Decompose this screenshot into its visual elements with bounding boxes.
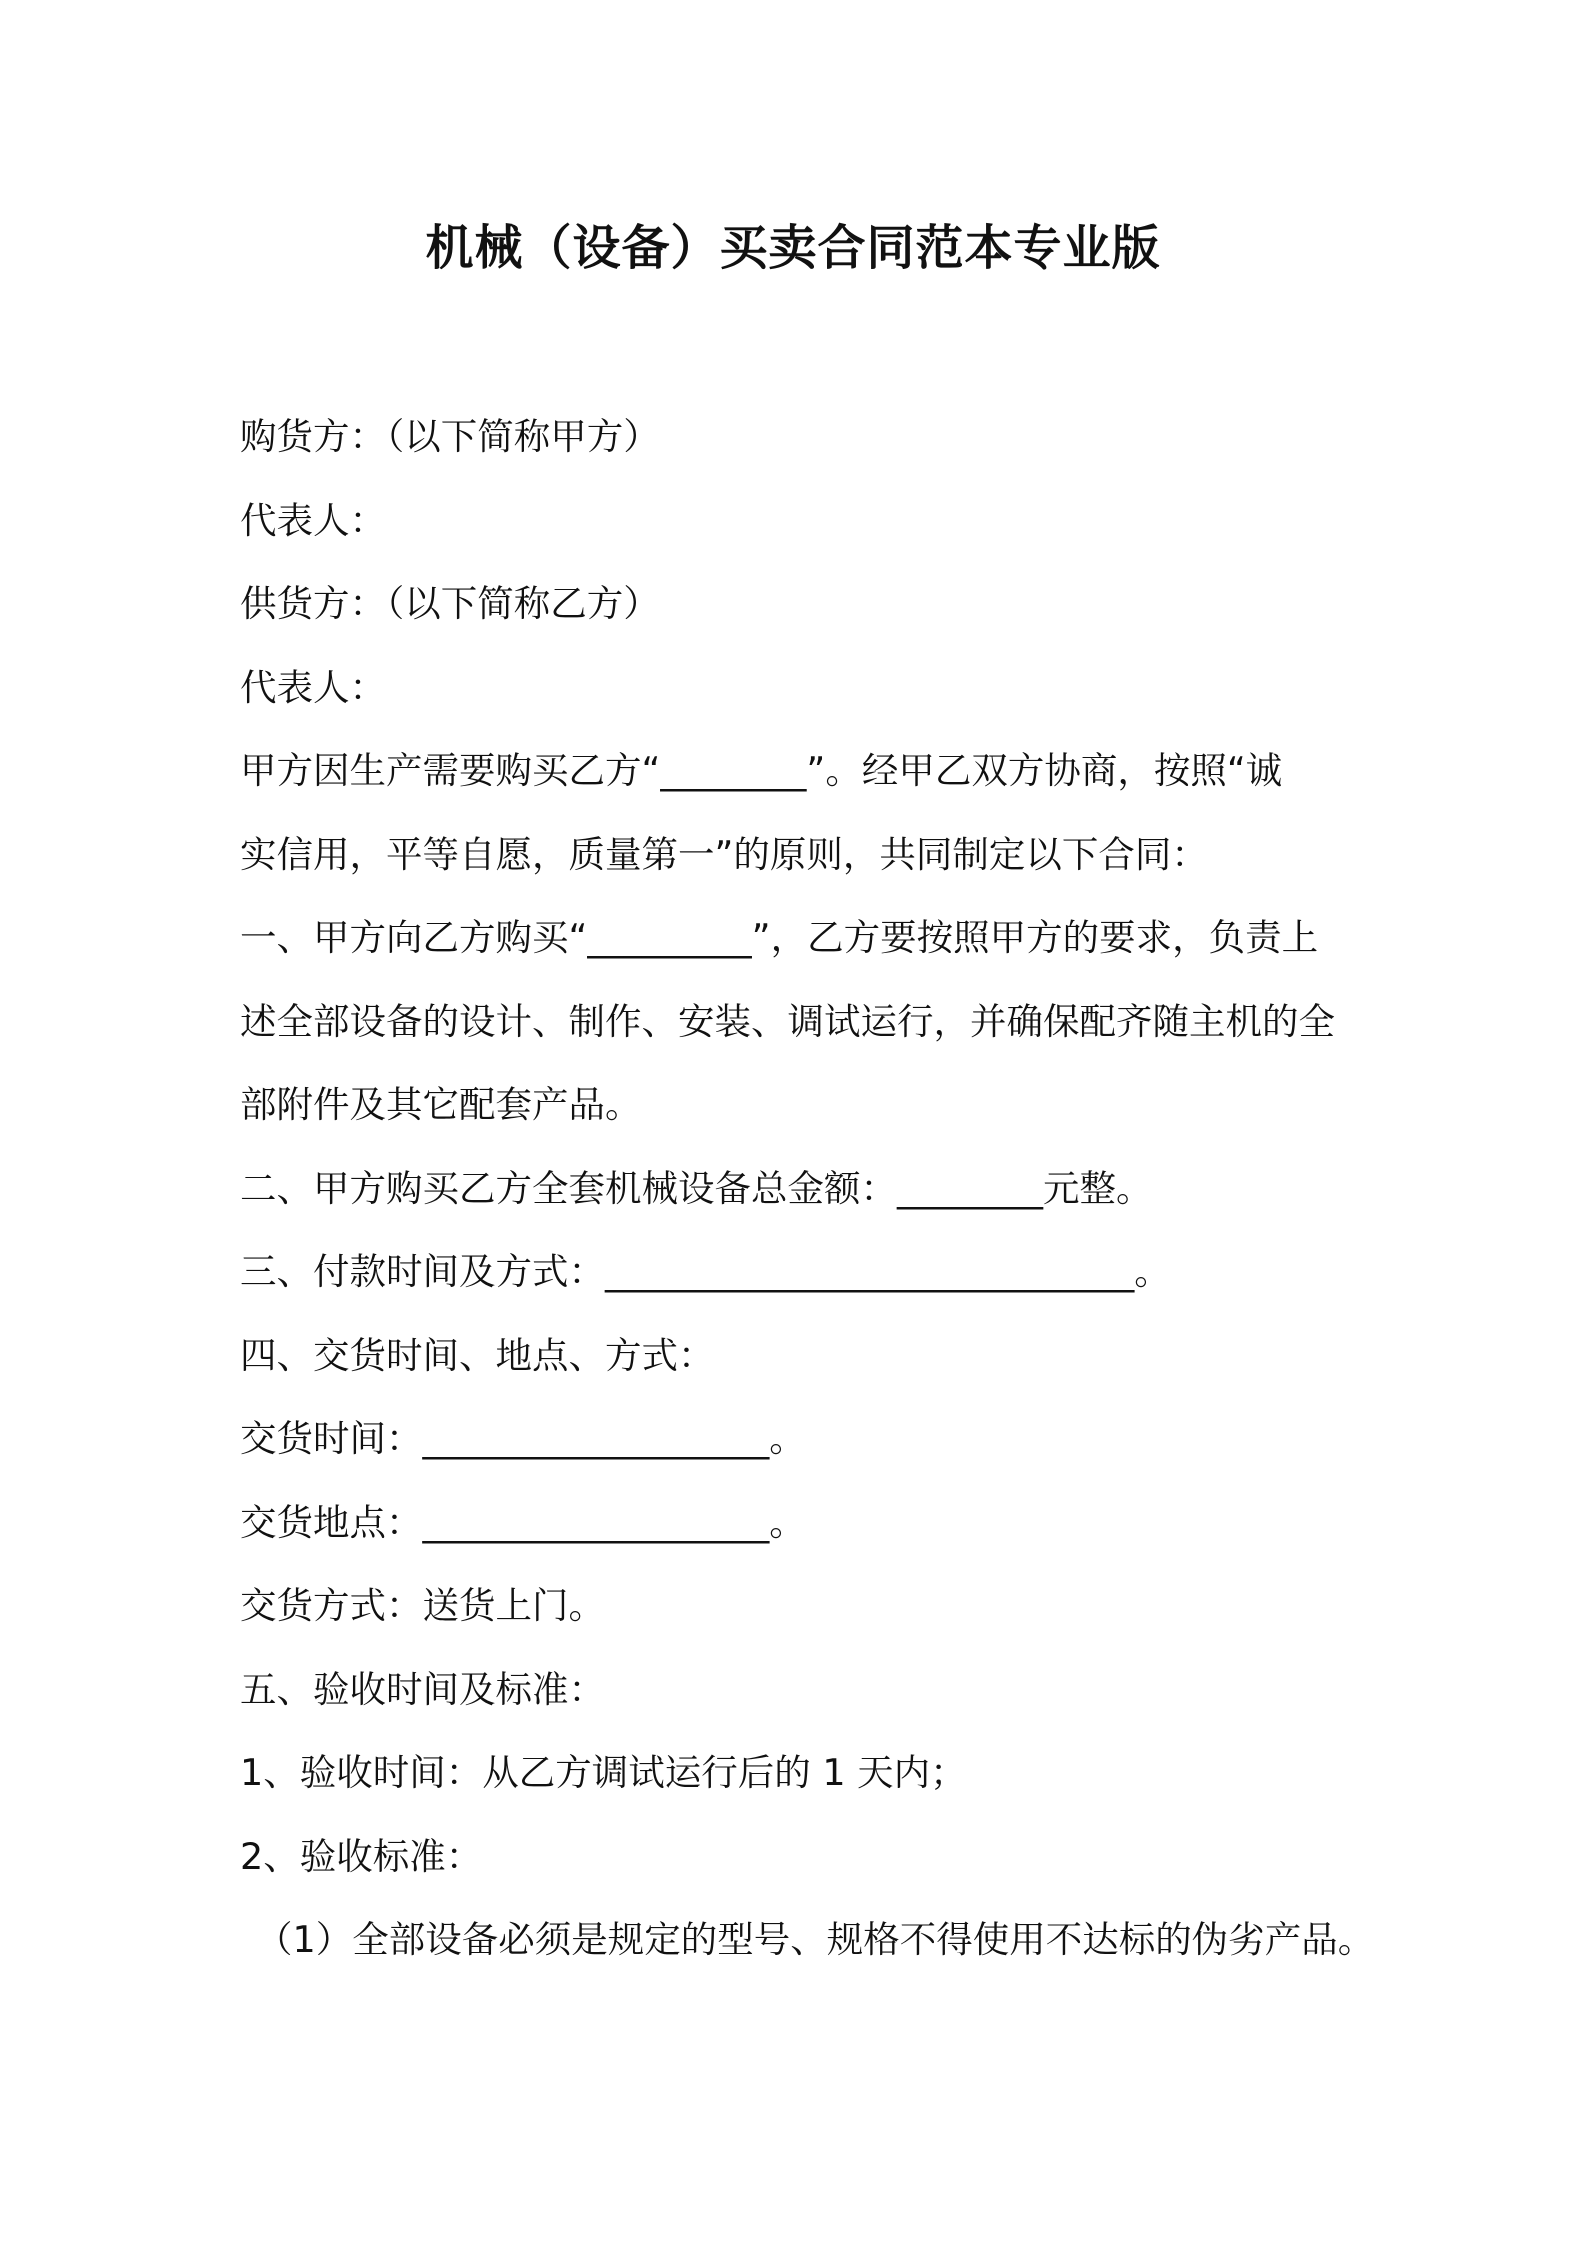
clause-5-heading: 五、验收时间及标准： — [240, 1667, 605, 1711]
clause-1-line-1: 一、甲方向乙方购买“_________”，乙方要按照甲方的要求，负责上 — [240, 916, 1319, 959]
clause-4-heading: 四、交货时间、地点、方式： — [240, 1333, 715, 1377]
preamble-line-1: 甲方因生产需要购买乙方“________”。经甲乙双方协商，按照“诚 — [240, 749, 1283, 792]
acceptance-standard-item-1: （1）全部设备必须是规定的型号、规格不得使用不达标的伪劣产品。 — [256, 1918, 1375, 1961]
delivery-method-line: 交货方式：送货上门。 — [240, 1584, 605, 1627]
delivery-place-line: 交货地点：___________________。 — [240, 1500, 806, 1544]
preamble-line-2: 实信用，平等自愿，质量第一”的原则，共同制定以下合同： — [240, 832, 1208, 876]
acceptance-time-line: 1、验收时间：从乙方调试运行后的 1 天内； — [240, 1751, 967, 1794]
clause-1-line-2: 述全部设备的设计、制作、安装、调试运行，并确保配齐随主机的全 — [240, 999, 1335, 1043]
buyer-line: 购货方：（以下简称甲方） — [240, 415, 660, 458]
clause-1-line-3: 部附件及其它配套产品。 — [240, 1083, 642, 1126]
acceptance-standard-line: 2、验收标准： — [240, 1834, 483, 1878]
buyer-representative-line: 代表人： — [240, 498, 386, 542]
delivery-time-line: 交货时间：___________________。 — [240, 1417, 806, 1460]
document-title: 机械（设备）买卖合同范本专业版 — [425, 220, 1161, 276]
document-body — [240, 395, 1375, 1982]
clause-2-line: 二、甲方购买乙方全套机械设备总金额：________元整。 — [240, 1166, 1153, 1210]
supplier-line: 供货方：（以下简称乙方） — [240, 582, 660, 625]
clause-3-line: 三、付款时间及方式：_____________________________。 — [240, 1250, 1171, 1293]
supplier-representative-line: 代表人： — [240, 665, 386, 709]
